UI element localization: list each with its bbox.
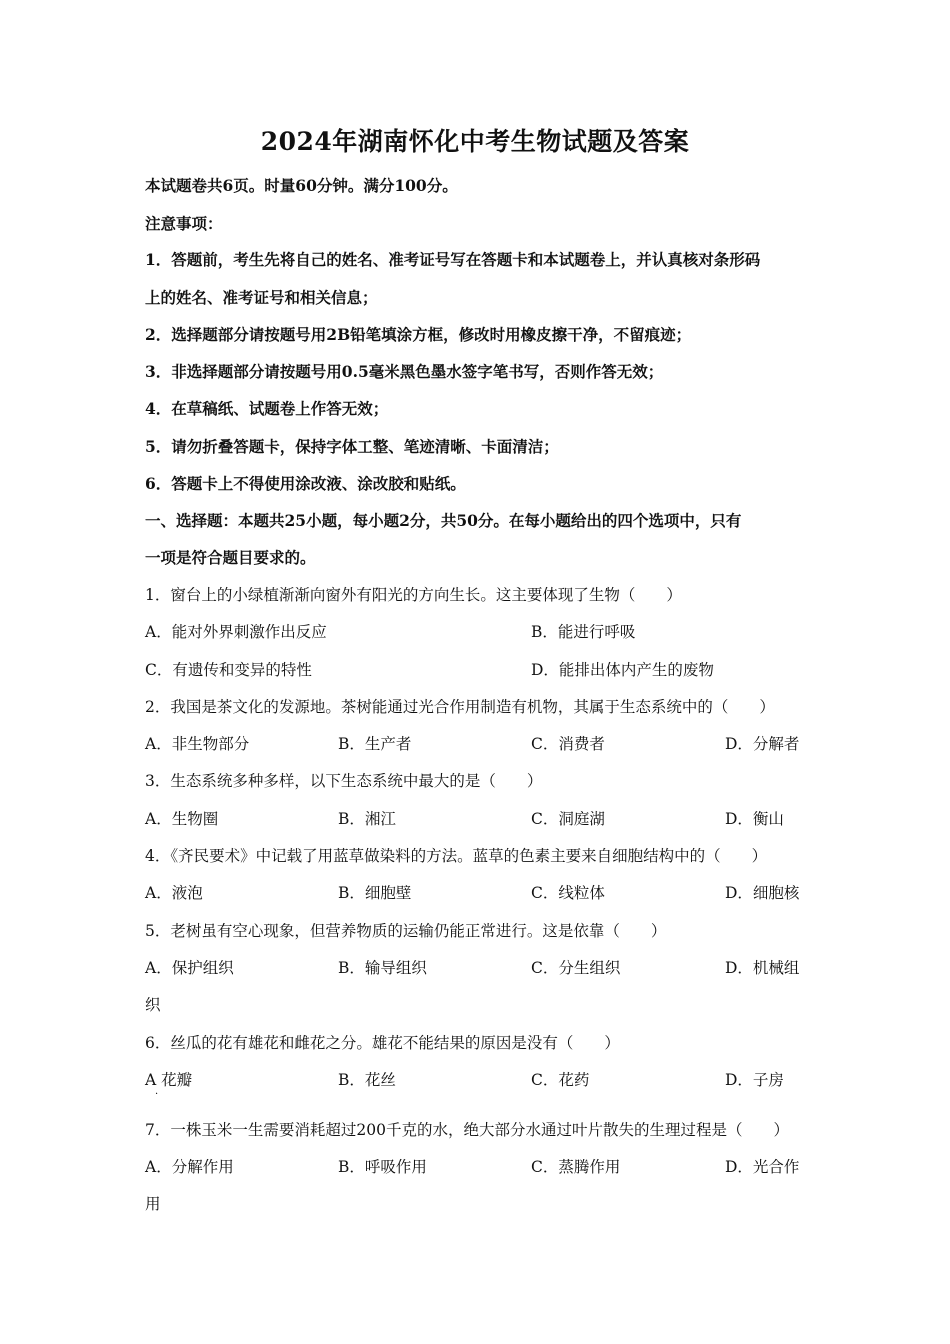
option-d: D．光合作 [725,1158,800,1176]
option-d: D．衡山 [725,810,784,828]
question-stem: 6．丝瓜的花有雄花和雌花之分。雄花不能结果的原因是没有（ ） [145,1034,620,1052]
option-d-wrap: 用 [145,1195,161,1213]
question-stem: 3．生态系统多种多样，以下生态系统中最大的是（ ） [145,772,543,790]
option-c: C．分生组织 [531,959,621,977]
option-d: D．子房 [725,1071,784,1089]
notice-item: 5．请勿折叠答题卡，保持字体工整、笔迹清晰、卡面清洁； [145,437,559,456]
option-b: B．细胞壁 [338,884,412,902]
option-b: B．输导组织 [338,959,427,977]
section-heading: 一项是符合题目要求的。 [145,548,316,567]
question-stem: 5．老树虽有空心现象，但营养物质的运输仍能正常进行。这是依靠（ ） [145,922,667,940]
question-stem: 4．《齐民要术》中记载了用蓝草做染料的方法。蓝草的色素主要来自细胞结构中的（ ） [145,847,768,865]
option-c: C．线粒体 [531,884,605,902]
notice-item: 1．答题前，考生先将自己的姓名、准考证号写在答题卡和本试题卷上，并认真核对条形码 [145,250,761,269]
question-stem: 7．一株玉米一生需要消耗超过200千克的水，绝大部分水通过叶片散失的生理过程是（ ） [145,1121,789,1139]
intro-text: 本试题卷共6页。时量60分钟。满分100分。 [145,176,458,195]
option-d: D．能排出体内产生的废物 [531,661,714,679]
notice-item: 3．非选择题部分请按题号用0.5毫米黑色墨水签字笔书写，否则作答无效； [145,362,664,381]
option-c: C．蒸腾作用 [531,1158,621,1176]
notice-item: 上的姓名、准考证号和相关信息； [145,288,378,307]
option-d: D．分解者 [725,735,800,753]
notice-heading: 注意事项： [145,214,223,233]
option-a: A．能对外界刺激作出反应 [145,623,327,641]
page-title: 2024年湖南怀化中考生物试题及答案 [260,127,690,156]
option-b: B．湘江 [338,810,396,828]
option-a: A．保护组织 [145,959,234,977]
option-c: C．消费者 [531,735,605,753]
option-a: A．非生物部分 [145,735,250,753]
option-a: A．生物圈 [145,810,219,828]
option-c: C．有遗传和变异的特性 [145,661,312,679]
option-b: B．花丝 [338,1071,396,1089]
option-b: B．呼吸作用 [338,1158,427,1176]
option-c: C．花药 [531,1071,590,1089]
notice-item: 4．在草稿纸、试题卷上作答无效； [145,399,389,418]
option-d: D．细胞核 [725,884,800,902]
option-a: A 花瓣 [145,1071,193,1089]
option-b: B．生产者 [338,735,412,753]
stray-dot-mark: · [155,1089,159,1100]
option-b: B．能进行呼吸 [531,623,636,641]
notice-item: 2．选择题部分请按题号用2B铅笔填涂方框，修改时用橡皮擦干净，不留痕迹； [145,325,692,344]
notice-item: 6．答题卡上不得使用涂改液、涂改胶和贴纸。 [145,474,466,493]
question-stem: 1．窗台上的小绿植渐渐向窗外有阳光的方向生长。这主要体现了生物（ ） [145,586,682,604]
option-c: C．洞庭湖 [531,810,605,828]
question-stem: 2．我国是茶文化的发源地。茶树能通过光合作用制造有机物，其属于生态系统中的（ ） [145,698,775,716]
section-heading: 一、选择题：本题共25小题，每小题2分，共50分。在每小题给出的四个选项中，只有 [145,511,742,530]
option-a: A．分解作用 [145,1158,234,1176]
option-d-wrap: 织 [145,996,161,1014]
option-d: D．机械组 [725,959,800,977]
option-a: A．液泡 [145,884,203,902]
